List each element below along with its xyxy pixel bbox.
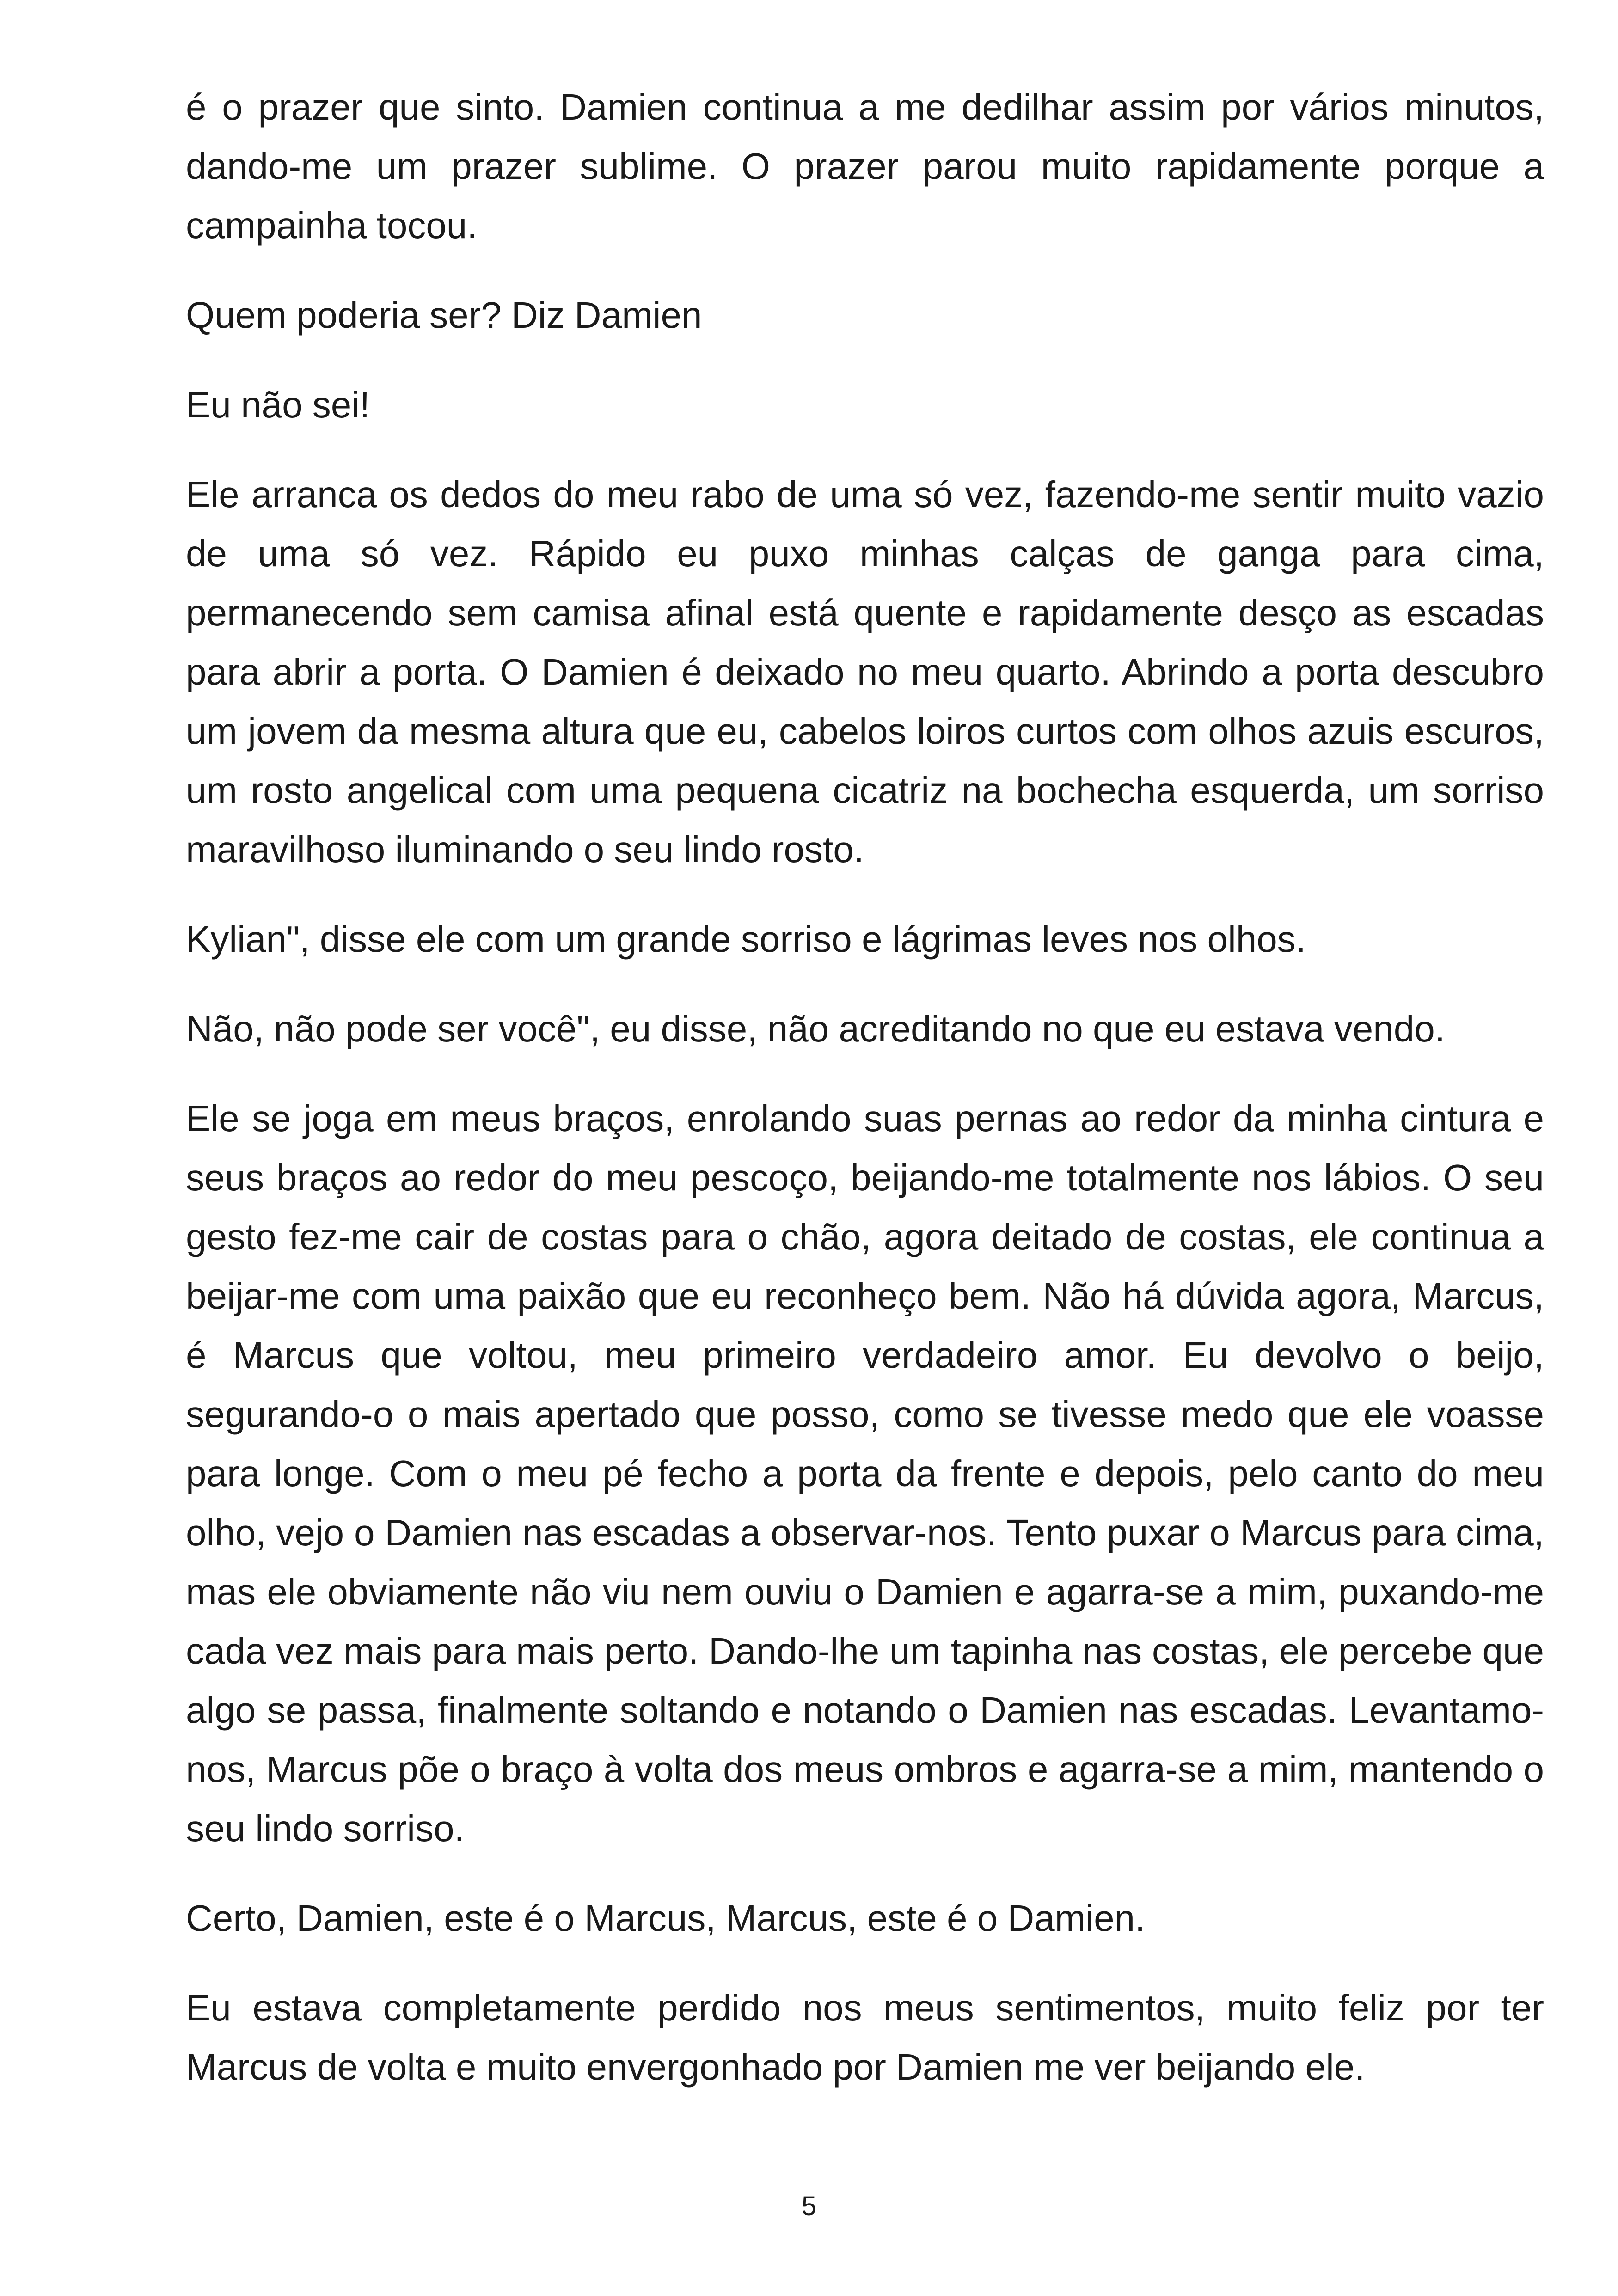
paragraph-8: Certo, Damien, este é o Marcus, Marcus, este é o Damien. — [186, 1898, 1146, 1939]
paragraph-1: é o prazer que sinto. Damien continua a me dedilhar assim por vários minutos, dando-me um prazer sublime. O prazer parou muito rapidamente porque a campainha tocou. — [186, 86, 1544, 246]
page-number: 5 — [801, 2191, 817, 2221]
paragraph-5: Kylian", disse ele com um grande sorriso e lágrimas leves nos olhos. — [186, 918, 1306, 960]
paragraph-7: Ele se joga em meus braços, enrolando suas pernas ao redor da minha cintura e seus braços ao redor do meu pescoço, beijando-me totalmente nos lábios. O seu gesto fez-me cair de costas para o chão, agora deitado de costas, ele continua a beijar-me com uma paixão que eu reconheço bem. Não há dúvida agora, Marcus, é Marcus que voltou, meu primeiro verdadeiro amor. Eu devolvo o beijo, segurando-o o mais apertado que posso, como se tivesse medo que ele voasse para longe. Com o meu pé fecho a porta da frente e depois, pelo canto do meu olho, vejo o Damien nas escadas a observar-nos. Tento puxar o Marcus para cima, mas ele obviamente não viu nem ouviu o Damien e agarra-se a mim, puxando-me cada vez mais para mais perto. Dando-lhe um tapinha nas costas, ele percebe que algo se passa, finalmente soltando e notando o Damien nas escadas. Levantamo-nos, Marcus põe o braço à volta dos meus ombros e agarra-se a mim, mantendo o seu lindo sorriso. — [186, 1098, 1544, 1849]
page-body — [186, 78, 1544, 2127]
paragraph-2: Quem poderia ser? Diz Damien — [186, 294, 702, 336]
paragraph-3: Eu não sei! — [186, 384, 370, 425]
paragraph-4: Ele arranca os dedos do meu rabo de uma só vez, fazendo-me sentir muito vazio de uma só vez. Rápido eu puxo minhas calças de ganga para cima, permanecendo sem camisa afinal está quente e rapidamente desço as escadas para abrir a porta. O Damien é deixado no meu quarto. Abrindo a porta descubro um jovem da mesma altura que eu, cabelos loiros curtos com olhos azuis escuros, um rosto angelical com uma pequena cicatriz na bochecha esquerda, um sorriso maravilhoso iluminando o seu lindo rosto. — [186, 474, 1544, 870]
paragraph-9: Eu estava completamente perdido nos meus sentimentos, muito feliz por ter Marcus de volta e muito envergonhado por Damien me ver beijando ele. — [186, 1987, 1544, 2088]
paragraph-6: Não, não pode ser você", eu disse, não acreditando no que eu estava vendo. — [186, 1008, 1445, 1049]
